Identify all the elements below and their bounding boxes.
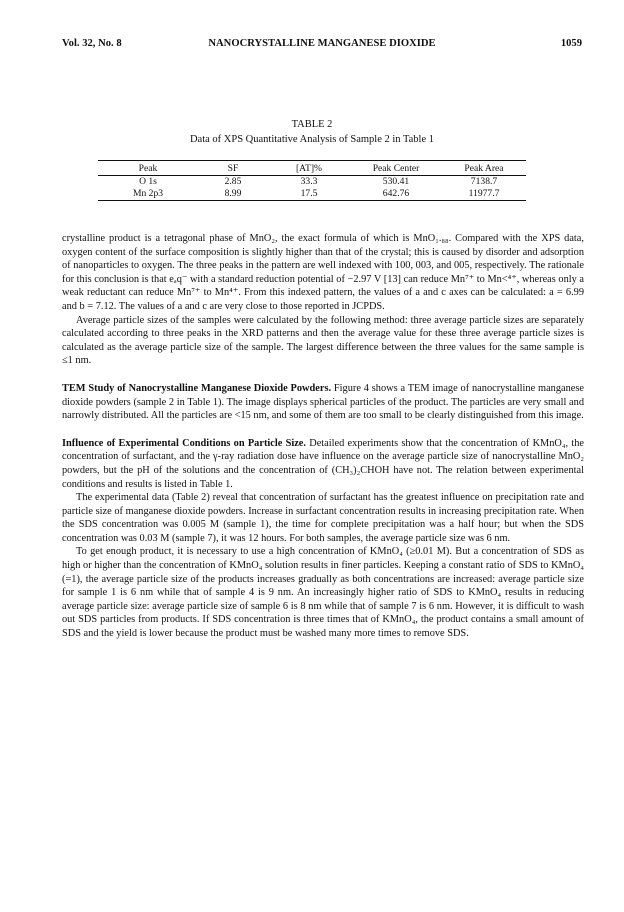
body-text (62, 232, 584, 641)
table-cell: 642.76 (350, 188, 442, 201)
table-cell: 8.99 (198, 188, 268, 201)
column-header: SF (198, 161, 268, 176)
table-caption-block (0, 117, 624, 147)
table-caption: Data of XPS Quantitative Analysis of Sample 2 in Table 1 (189, 134, 435, 145)
table-cell: 33.3 (300, 176, 318, 187)
table-row (98, 176, 526, 189)
paragraph-xps-conclusion: crystalline product is a tetragonal phase of MnO₂, the exact formula of which is MnO₁.₈₈. Compared with the XPS data, oxygen content of the surface composition is slightly higher than that of the crystal; this is caused by disorder and adsorption of nanoparticles to oxygen. The three peaks in the pattern are well indexed with 100, 003, and 005, respectively. The rationale for this conclusion is that eₐq⁻ with a standard reduction potential of −2.97 V [13] can reduce Mn⁷⁺ to Mn<⁴⁺, whereas only a weak reductant can reduce Mn⁷⁺ to Mn⁴⁺. From this indexed pattern, the values of a and c axes can be calculated: a = 6.99 and b = 7.12. The values of a and c are very close to those reported in JCPDS. (62, 233, 584, 312)
column-header: Peak Center (350, 161, 442, 176)
paragraph-tem-study (62, 382, 584, 423)
xps-data-table (98, 160, 526, 201)
table-cell: 17.5 (268, 188, 350, 201)
volume-issue: Vol. 32, No. 8 (62, 38, 122, 49)
column-header: Peak (98, 161, 198, 176)
column-header: [AT]% (268, 161, 350, 176)
section-gap (62, 368, 584, 382)
table-cell: 7138.7 (470, 176, 498, 187)
column-header: Peak Area (442, 161, 526, 176)
page-number: 1059 (560, 38, 582, 49)
tem-text: Figure 4 shows a TEM image of nanocrystalline manganese dioxide powders (sample 2 in Table 1). The image displays spherical particles of the product. The particles are very small and narrowly distributed. All the particles are <15 nm, and some of them are too small to be clearly distinguished from this image. (62, 382, 584, 422)
table-header-row (98, 161, 526, 176)
section-heading-tem: TEM Study of Nanocrystalline Manganese Dioxide Powders. (62, 382, 332, 394)
section-gap (62, 423, 584, 437)
paragraph-kmno4-concentration: To get enough product, it is necessary to use a high concentration of KMnO₄ (≥0.01 M). But a concentration of SDS as high or higher than the concentration of KMnO₄ solution results in finer particles. Keeping a constant ratio of SDS to KMnO₄ (=1), the average particle size of the products increases gradually as both concentrations are increased: average particle size for sample 1 is 6 nm while that of sample 4 is 9 nm. An increasingly higher ratio of SDS to KMnO₄ results in reducing average particle size: average particle size of sample 6 is 8 nm while that of sample 7 is 6 nm. However, it is difficult to wash out SDS particles from products. If SDS concentration is three times that of KMnO₄, the product contains a small amount of SDS and the yield is lower because the product must be washed many more times to remove SDS. (62, 546, 584, 640)
paragraph-experimental-data: The experimental data (Table 2) reveal that concentration of surfactant has the greatest influence on precipitation rate and particle size of manganese dioxide powders. Increase in surfactant concentration results in increasing precipitation rate. When the SDS concentration was 0.005 M (sample 1), the time for complete precipitation was a half hour; but when the SDS concentration was 0.03 M (sample 7), it was 12 hours. For both samples, the average particle size was 6 nm. (62, 492, 584, 544)
running-title: NANOCRYSTALLINE MANGANESE DIOXIDE (208, 38, 436, 49)
table-cell: 530.41 (382, 176, 410, 187)
table-row (98, 188, 526, 201)
table-cell: 11977.7 (442, 188, 526, 201)
paragraph-influence (62, 437, 584, 491)
influence-text: Detailed experiments show that the concentration of KMnO₄, the concentration of surfactant, and the γ-ray radiation dose have influence on the average particle size of nanocrystalline MnO₂ powders, but the pH of the solutions and the concentration of (CH₃)₂CHOH have not. The relation between experimental conditions and results is listed in Table 1. (62, 437, 584, 490)
paragraph-particle-size-method: Average particle sizes of the samples were calculated by the following method: three average particle sizes are separately calculated according to three peaks in the XRD patterns and then the average value for these three average particle sizes is calculated as the average particle size of the sample. The largest difference between the three values for the same sample is ≤1 nm. (62, 314, 584, 367)
table-cell: O 1s (139, 176, 157, 187)
table-label: TABLE 2 (291, 119, 333, 130)
table-cell: Mn 2p3 (98, 188, 198, 201)
section-heading-influence: Influence of Experimental Conditions on Particle Size. (62, 437, 306, 449)
table-cell: 2.85 (224, 176, 242, 187)
running-header (62, 38, 582, 52)
